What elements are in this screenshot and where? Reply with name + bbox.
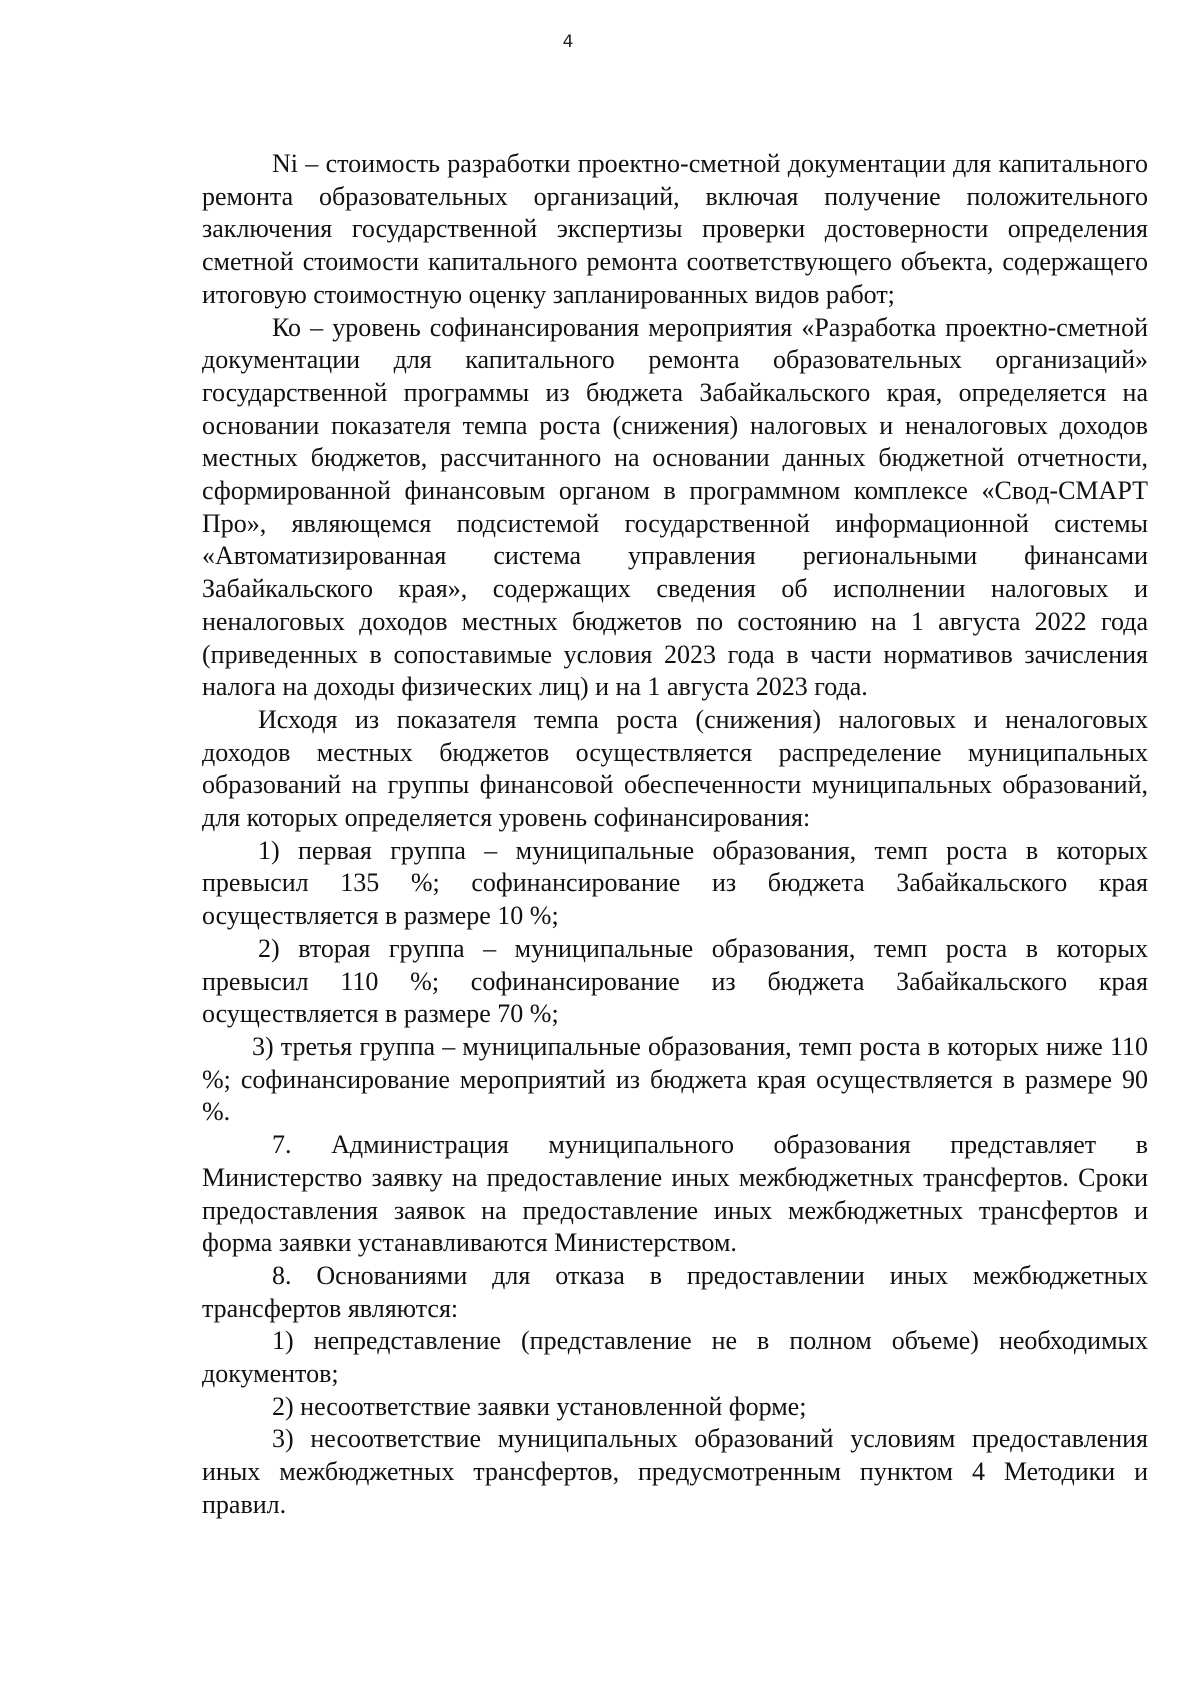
paragraph-groups-intro: Исходя из показателя темпа роста (снижения) налоговых и неналоговых доходов местных бюджетов осуществляется распределение муниципальных образований на группы финансовой обеспеченности муниципальных образований, для которых определяется уровень софинансирования: (202, 704, 1148, 833)
list-item-refusal-3: 3) несоответствие муниципальных образований условиям предоставления иных межбюджетных трансфертов, предусмотренным пунктом 4 Методики и правил. (202, 1424, 1148, 1519)
document-body (202, 148, 1148, 1522)
page-number: 4 (562, 32, 574, 52)
list-item-group-2: 2) вторая группа – муниципальные образования, темп роста в которых превысил 110 %; софинансирование из бюджета Забайкальского края осуществляется в размере 70 %; (202, 933, 1148, 1029)
paragraph-ni-definition: Ni – стоимость разработки проектно-сметной документации для капитального ремонта образовательных организаций, включая получение положительного заключения государственной экспертизы проверки достоверности определения сметной стоимости капитального ремонта соответствующего объекта, содержащего итоговую стоимостную оценку запланированных видов работ; (202, 149, 1148, 309)
paragraph-item-7: 7. Администрация муниципального образования представляет в Министерство заявку на предоставление иных межбюджетных трансфертов. Сроки предоставления заявок на предоставление иных межбюджетных трансфертов и форма заявки устанавливаются Министерством. (202, 1130, 1148, 1258)
paragraph-item-8: 8. Основаниями для отказа в предоставлении иных межбюджетных трансфертов являются: (202, 1260, 1148, 1323)
list-item-group-3: 3) третья группа – муниципальные образования, темп роста в которых ниже 110 %; софинансирование мероприятий из бюджета края осуществляется в размере 90 %. (202, 1031, 1148, 1127)
list-item-refusal-2: 2) несоответствие заявки установленной форме; (272, 1391, 807, 1421)
list-item-refusal-1: 1) непредставление (представление не в полном объеме) необходимых документов; (202, 1326, 1148, 1389)
paragraph-ko-definition: Ко – уровень софинансирования мероприятия «Разработка проектно-сметной документации для капитального ремонта образовательных организаций» государственной программы из бюджета Забайкальского края, определяется на основании показателя темпа роста (снижения) налоговых и неналоговых доходов местных бюджетов, рассчитанного на основании данных бюджетной отчетности, сформированной финансовым органом в программном комплексе «Свод-СМАРТ Про», являющемся подсистемой государственной информационной системы «Автоматизированная система управления региональными финансами Забайкальского края», содержащих сведения об исполнении налоговых и неналоговых доходов местных бюджетов по состоянию на 1 августа 2022 года (приведенных в сопоставимые условия 2023 года в части нормативов зачисления налога на доходы физических лиц) и на 1 августа 2023 года. (202, 312, 1148, 702)
list-item-group-1: 1) первая группа – муниципальные образования, темп роста в которых превысил 135 %; софинансирование из бюджета Забайкальского края осуществляется в размере 10 %; (202, 835, 1148, 931)
